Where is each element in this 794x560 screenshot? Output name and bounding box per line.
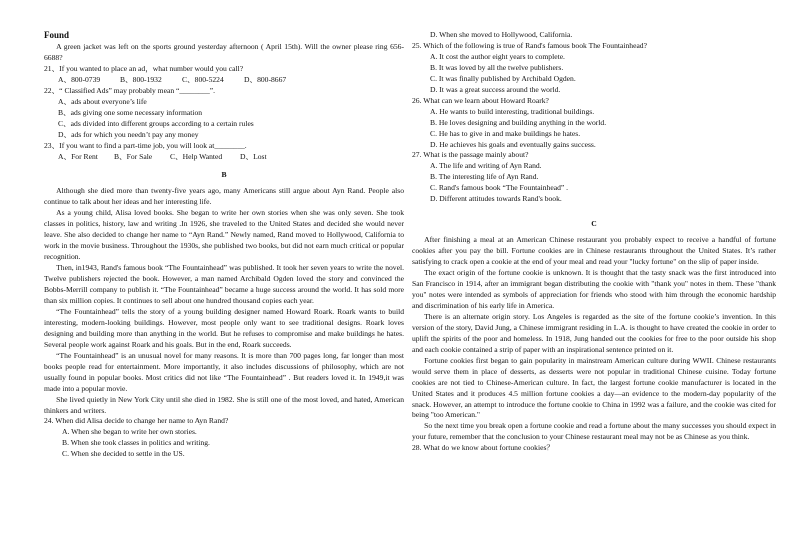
option: C. It was finally published by Archibald Ogden. <box>430 73 576 83</box>
option: B. It was loved by all the twelve publishers. <box>430 62 564 72</box>
passage-c-paragraph: Fortune cookies first began to gain popularity in mainstream American culture during WWII. Chinese restaurants would serve them in place of desserts, as desserts were not popular in traditional Chinese cuisine. Today fortune cookies are not tied to Chinese-American culture. In fact, the largest fortune cookie manufacturer is located in the United States and it produces 4.5 million fortune cookies a day—an evidence to the modern-day popularity of the snack. However, an attempt to introduce the fortune cookie to China in 1992 was a failure, and the cookie was cited for being "too American." <box>412 355 776 420</box>
option: A、800-0739 <box>58 74 101 84</box>
option: C. Rand's famous book “The Fountainhead” . <box>430 183 569 193</box>
option: C、Help Wanted <box>170 151 223 161</box>
option: C、800-5224 <box>182 74 224 84</box>
question-23: 23、If you want to find a part-time job, you will look at________. <box>44 140 247 150</box>
left-column <box>44 30 404 460</box>
option: D、Lost <box>240 151 267 161</box>
question-22: 22、“ Classified Ads” may probably mean “________”. <box>44 85 216 95</box>
option: B. He loves designing and building anything in the world. <box>430 117 607 127</box>
option: B、800-1932 <box>120 74 162 84</box>
question-26: 26. What can we learn about Howard Roark? <box>412 95 549 105</box>
passage-c-paragraph: The exact origin of the fortune cookie is unknown. It is thought that the tasty snack was the first introduced into San Francisco in 1914, after an immigrant began distributing the cookie with "thank you" notes in them. These "thank you" notes were intended as symbols of appreciation for friends who stood with him through the economic hardship and discrimination of his early life in America. <box>412 268 776 310</box>
question-25: 25. Which of the following is true of Rand's famous book The Fountainhead? <box>412 40 647 50</box>
option: C、ads divided into different groups according to a certain rules <box>58 118 254 128</box>
question-27: 27. What is the passage mainly about? <box>412 150 529 160</box>
option: D. It was a great success around the world. <box>430 84 561 94</box>
section-heading-c: C <box>591 219 597 229</box>
question-24: 24. When did Alisa decide to change her name to Ayn Rand? <box>44 416 229 426</box>
question-21: 21、If you wanted to place an ad，what number would you call? <box>44 63 244 73</box>
section-title-found: Found <box>44 30 70 40</box>
option: C. When she decided to settle in the US. <box>62 449 185 459</box>
passage-c-paragraph: There is an alternate origin story. Los Angeles is regarded as the site of the fortune cookie’s invention. In this version of the story, David Jung, a Chinese immigrant residing in L.A. is thought to have created the cookie in order to uplift the spirits of the poor and homeless. In 1918, Jung handed out the cookies for free to the poor outside his shop and each cookie contained a strip of paper with an inspirational sentence printed on it. <box>412 311 776 354</box>
option: A. The life and writing of Ayn Rand. <box>430 161 542 171</box>
option: A. He wants to build interesting, traditional buildings. <box>430 106 595 116</box>
passage-b-paragraph: Then, in1943, Rand's famous book “The Fountainhead” was published. It took her seven years to write the novel. Twelve publishers rejected the book. However, a man named Archibald Ogden loved the story and convinced the Bobbs-Merrill company to publish it. “The Fountainhead” became a huge success around the world. It has sold more than six million copies. It continues to sell about one hundred thousand copies each year. <box>44 263 404 305</box>
passage-b-paragraph: Although she died more than twenty-five years ago, many Americans still argue about Ayn Rand. People also continue to talk about her ideas and her interesting life. <box>44 186 404 207</box>
question-28: 28. What do we know about fortune cookies？ <box>412 443 555 453</box>
option: D. Different attitudes towards Rand's book. <box>430 194 562 204</box>
found-notice: A green jacket was left on the sports ground yesterday afternoon ( April 15th). Will the owner please ring 656-6688? <box>44 42 404 62</box>
option: C. He has to give in and make buildings he hates. <box>430 128 581 138</box>
question-23-options <box>44 152 404 163</box>
passage-b-paragraph: She lived quietly in New York City until she died in 1982. She is still one of the most loved, and hated, American thinkers and writers. <box>44 394 404 415</box>
passage-b-paragraph: As a young child, Alisa loved books. She began to write her own stories when she was only seven. She took classes in politics, history, law and writing .In 1926, she traveled to the United States and decided she would never leave. She also decided to change her name to “Ayn Rand.” Newly named, Rand moved to Hollywood, California to work in the movie business. Throughout the 1930s, she published two books, but did not earn much critical or popular recognition. <box>44 208 404 262</box>
option: A、ads about everyone’s life <box>58 96 147 106</box>
option: A. When she began to write her own stories. <box>62 427 197 437</box>
option: D. When she moved to Hollywood, California. <box>430 30 573 39</box>
option: D、800-8667 <box>244 74 287 84</box>
option: A. It cost the author eight years to complete. <box>430 51 565 61</box>
question-21-options <box>44 75 404 86</box>
passage-b-paragraph: “The Fountainhead” tells the story of a young building designer named Howard Roark. Roark wants to build interesting, modern-looking buildings. However, most people only want to see traditional designs. Roark loves designing and building more than anything in the world. But he refuses to compromise and make buildings he hates. Several people work against Roark and his goals. But in the end, Roark succeeds. <box>44 306 404 349</box>
option: D、ads for which you needn’t pay any money <box>58 129 199 139</box>
option: A、For Rent <box>58 151 98 161</box>
option: B. When she took classes in politics and writing. <box>62 438 210 448</box>
passage-c-paragraph: So the next time you break open a fortune cookie and read a fortune about the many successes you should expect in your future, remember that the conclusion to your Chinese restaurant meal may not be as Chinese as you think. <box>412 421 776 442</box>
option: D. He achieves his goals and eventually gains success. <box>430 139 596 149</box>
right-column <box>412 30 776 454</box>
passage-c-paragraph: After finishing a meal at an American Chinese restaurant you probably expect to receive a handful of fortune cookies after you pay the bill. Fortune cookies are in Chinese restaurants throughout the United States. It’s rather satisfying to crack open a cookie at the end of your meal and read your "lucky fortune" on the slip of paper inside. <box>412 235 776 267</box>
passage-b-paragraph: “The Fountainhead” is an unusual novel for many reasons. It is more than 700 pages long, far longer than most books people read for entertainment. More importantly, it also includes discussions of philosophy, which are not usually found in popular books. Most critics did not like “The Fountainhead” . But readers loved it. In 1949,it was made into a popular movie. <box>44 350 404 393</box>
option: B、For Sale <box>114 151 153 161</box>
option: B、ads giving one some necessary information <box>58 107 203 117</box>
section-heading-b: B <box>221 170 227 180</box>
option: B. The interesting life of Ayn Rand. <box>430 172 539 182</box>
